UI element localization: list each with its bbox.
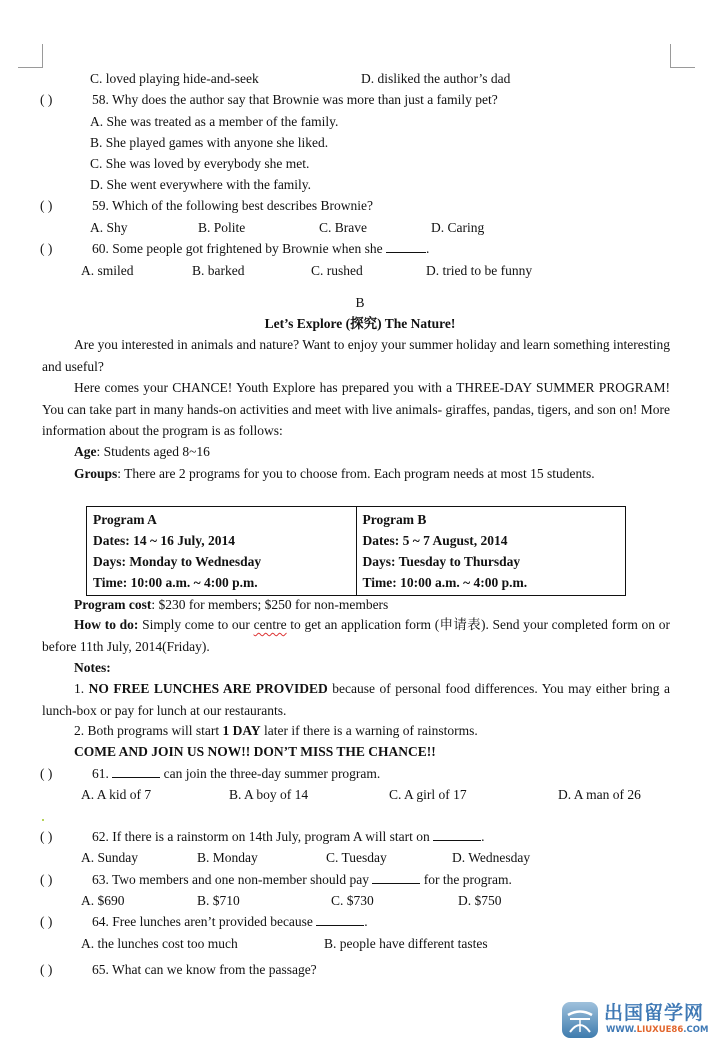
question-text-end: .	[481, 829, 485, 844]
url-prefix: WWW.	[606, 1025, 637, 1035]
note-2-text: 2. Both programs will start	[74, 723, 223, 738]
question-text: 62. If there is a rainstorm on 14th July, program A will start on	[92, 829, 430, 844]
question-61	[40, 765, 380, 783]
answer-blank[interactable]: ( )	[40, 829, 53, 844]
q62-option-d: D. Wednesday	[452, 850, 531, 865]
program-b-days: Days: Tuesday to Thursday	[362, 554, 521, 569]
note-2	[42, 720, 670, 742]
program-b-cell	[356, 507, 626, 596]
program-b-dates: Dates: 5 ~ 7 August, 2014	[362, 533, 508, 548]
q61-option-d: D. A man of 26	[558, 787, 641, 802]
slogan: COME AND JOIN US NOW!! DON’T MISS THE CHANCE!!	[74, 744, 436, 759]
url-domain: LIUXUE86	[636, 1025, 684, 1035]
fill-blank	[386, 240, 426, 253]
q60-option-b: B. barked	[192, 263, 245, 278]
program-b-time: Time: 10:00 a.m. ~ 4:00 p.m.	[362, 575, 528, 590]
fill-blank	[316, 913, 364, 926]
question-number: 61.	[92, 766, 109, 781]
question-text: 58. Why does the author say that Brownie was more than just a family pet?	[92, 92, 498, 107]
q57-option-c: C. loved playing hide-and-seek	[90, 71, 259, 86]
q62-option-a: A. Sunday	[81, 850, 138, 865]
q62-option-c: C. Tuesday	[326, 850, 387, 865]
q58-option-a: A. She was treated as a member of the family.	[90, 114, 339, 129]
question-text: 65. What can we know from the passage?	[92, 962, 317, 977]
q60-option-a: A. smiled	[81, 263, 134, 278]
q58-option-c: C. She was loved by everybody she met.	[90, 156, 310, 171]
fill-blank	[112, 765, 160, 778]
q58-option-d: D. She went everywhere with the family.	[90, 177, 312, 192]
note-2-text-rest: later if there is a warning of rainstorms.	[260, 723, 478, 738]
q63-option-a: A. $690	[81, 893, 125, 908]
notes-label: Notes:	[74, 660, 111, 675]
question-59	[40, 197, 373, 215]
q64-option-a: A. the lunches cost too much	[81, 936, 238, 951]
question-text: 64. Free lunches aren’t provided because	[92, 914, 313, 929]
howto-label: How to do:	[74, 617, 139, 632]
age-line	[42, 441, 670, 463]
question-62	[40, 828, 484, 846]
groups-label: Groups	[74, 466, 118, 481]
note-1	[42, 678, 670, 721]
q58-option-b: B. She played games with anyone she liked.	[90, 135, 329, 150]
program-a-name: Program A	[93, 512, 157, 527]
q59-option-c: C. Brave	[319, 220, 367, 235]
q59-option-b: B. Polite	[198, 220, 246, 235]
q63-option-b: B. $710	[197, 893, 240, 908]
passage-paragraph-2: Here comes your CHANCE! Youth Explore has prepared you with a THREE-DAY SUMMER PROGRAM! You can take part in many hands-on activities and meet with live animals- giraffes, pandas, tigers, and son on! More information about the program is as follows:	[42, 380, 670, 438]
q61-option-a: A. A kid of 7	[81, 787, 152, 802]
note-1-text: because of personal food differences. You may either bring a lunch-box or pay for lunch at our restaurants.	[42, 681, 670, 718]
watermark-name: 出国留学网	[604, 1002, 705, 1024]
section-label: B	[355, 295, 365, 310]
question-text-end: for the program.	[423, 872, 512, 887]
howto-text: Simply come to our	[138, 617, 254, 632]
program-a-cell	[87, 507, 357, 596]
stray-mark	[42, 819, 44, 821]
q59-option-d: D. Caring	[431, 220, 485, 235]
q59-option-a: A. Shy	[90, 220, 128, 235]
question-text-end: .	[425, 241, 430, 256]
groups-text: : There are 2 programs for you to choose from. Each program needs at most 15 students.	[117, 466, 595, 481]
fill-blank	[433, 828, 481, 841]
question-text-end: .	[364, 914, 368, 929]
q61-option-b: B. A boy of 14	[229, 787, 309, 802]
watermark-url	[606, 1025, 708, 1035]
note-1-number: 1.	[74, 681, 89, 696]
note-2-emphasis: 1 DAY	[222, 723, 261, 738]
q64-option-b: B. people have different tastes	[324, 936, 488, 951]
answer-blank[interactable]: ( )	[40, 914, 53, 929]
groups-line	[42, 463, 670, 485]
program-cost-line	[42, 594, 670, 616]
globe-icon	[562, 1002, 598, 1038]
program-a-dates: Dates: 14 ~ 16 July, 2014	[93, 533, 236, 548]
question-64	[40, 913, 368, 931]
q63-option-c: C. $730	[331, 893, 374, 908]
question-58	[40, 91, 498, 109]
question-60	[40, 240, 429, 258]
passage-paragraph-1: Are you interested in animals and nature? Want to enjoy your summer holiday and learn something interesting and useful?	[42, 337, 670, 374]
page-corner-mark-right	[670, 44, 695, 68]
howto-text-rest: to get an application form (申请表). Send your completed form on or before 11th July, 2014(Friday).	[42, 617, 670, 654]
question-65	[40, 961, 317, 979]
answer-blank[interactable]: ( )	[40, 92, 53, 107]
q62-option-b: B. Monday	[197, 850, 258, 865]
answer-blank[interactable]: ( )	[40, 198, 53, 213]
answer-blank[interactable]: ( )	[40, 962, 53, 977]
question-63	[40, 871, 512, 889]
question-text: 60. Some people got frightened by Brownie when she	[92, 241, 383, 256]
program-a-days: Days: Monday to Wednesday	[93, 554, 262, 569]
fill-blank	[372, 871, 420, 884]
passage-title: Let’s Explore (探究) The Nature!	[264, 316, 456, 331]
q63-option-d: D. $750	[458, 893, 502, 908]
cost-label: Program cost	[74, 597, 152, 612]
cost-text: : $230 for members; $250 for non-members	[151, 597, 389, 612]
age-text: : Students aged 8~16	[96, 444, 210, 459]
q60-option-c: C. rushed	[311, 263, 363, 278]
q60-option-d: D. tried to be funny	[426, 263, 533, 278]
program-table	[86, 506, 626, 596]
question-text: can join the three-day summer program.	[163, 766, 381, 781]
watermark-logo	[562, 1000, 720, 1040]
answer-blank[interactable]: ( )	[40, 766, 53, 781]
q57-option-d: D. disliked the author’s dad	[361, 71, 511, 86]
answer-blank[interactable]: ( )	[40, 241, 53, 256]
question-text: 63. Two members and one non-member should pay	[92, 872, 370, 887]
how-to-do-paragraph	[42, 614, 670, 657]
url-suffix: .COM	[683, 1025, 709, 1035]
age-label: Age	[74, 444, 97, 459]
q61-option-c: C. A girl of 17	[389, 787, 467, 802]
answer-blank[interactable]: ( )	[40, 872, 53, 887]
program-b-name: Program B	[362, 512, 427, 527]
question-text: 59. Which of the following best describes Brownie?	[92, 198, 373, 213]
note-1-emphasis: NO FREE LUNCHES ARE PROVIDED	[88, 681, 328, 696]
page-corner-mark-left	[18, 44, 43, 68]
spellcheck-word: centre	[253, 617, 287, 632]
program-a-time: Time: 10:00 a.m. ~ 4:00 p.m.	[93, 575, 258, 590]
